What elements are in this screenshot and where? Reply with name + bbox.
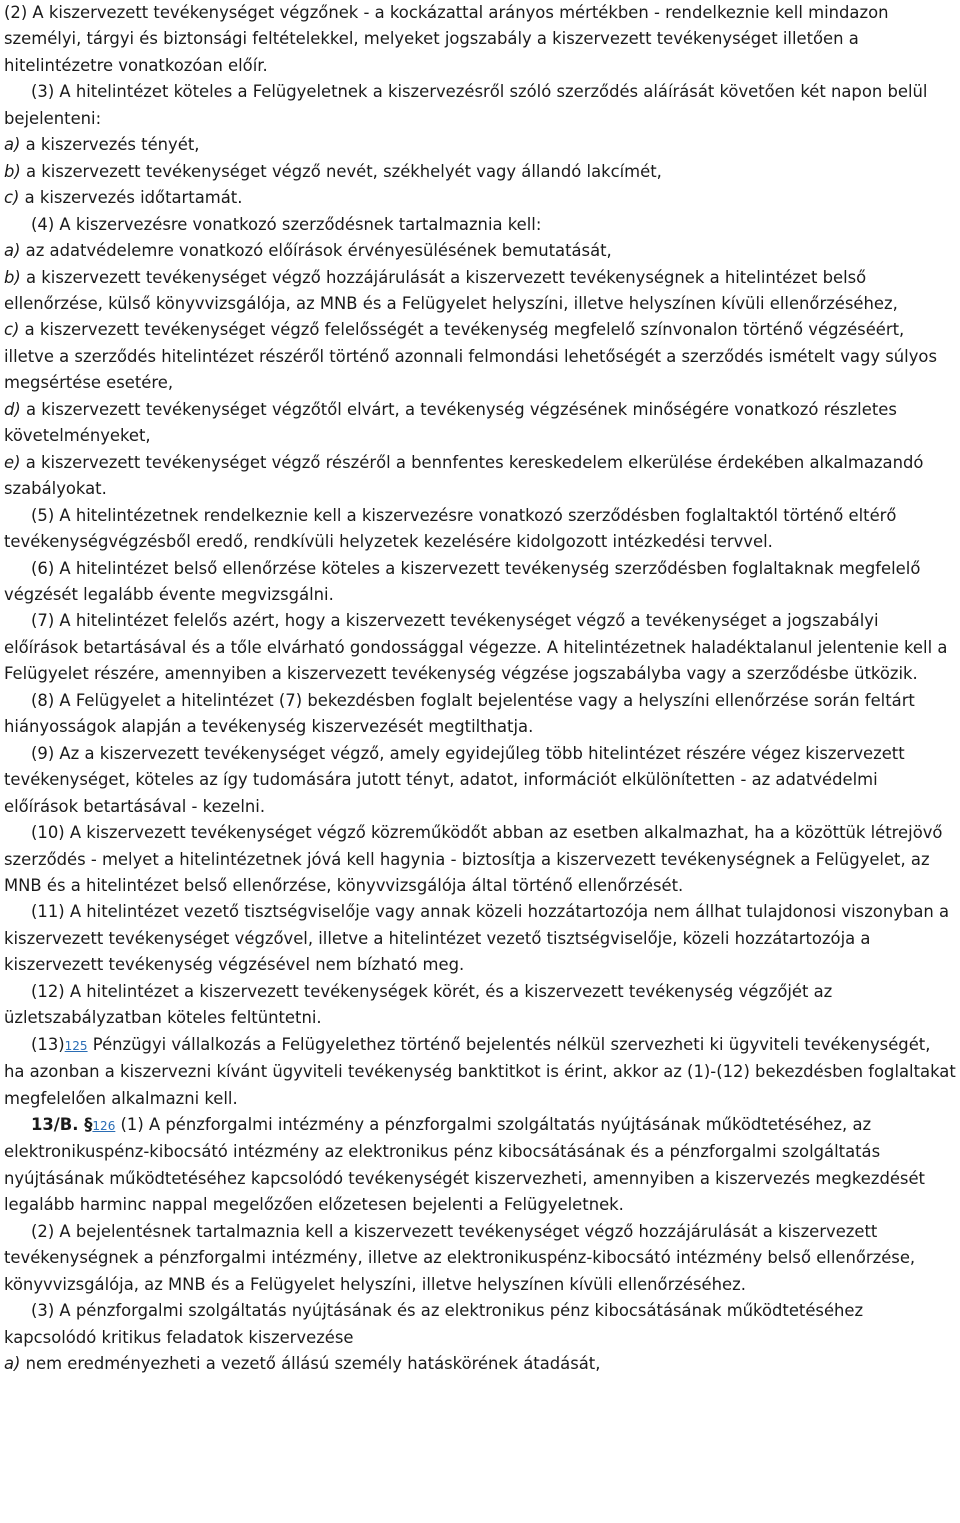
item-text: a kiszervezett tevékenységet végzőtől elvárt, a tevékenység végzésének minőségére vonatkozó részletes követelményeket, (4, 399, 897, 446)
item-text: a kiszervezett tevékenységet végző felelősségét a tevékenység megfelelő színvonalon történő végzéséért, illetve a szerződés hitelintézet részéről történő azonnali felmondási lehetőségét a szerződés ismételt vagy súlyos megsértése esetére, (4, 320, 938, 393)
item-label: b) (4, 267, 21, 287)
item-label: c) (4, 188, 20, 208)
list-item (4, 132, 956, 158)
item-text: nem eredményezheti a vezető állású személy hatáskörének átadását, (20, 1354, 601, 1374)
item-label: c) (4, 320, 20, 340)
section-text: (1) A pénzforgalmi intézmény a pénzforgalmi szolgáltatás nyújtásának működtetéséhez, az elektronikuspénz-kibocsátó intézmény az elektronikus pénz kibocsátásának és a pénzforgalmi szolgáltatás nyújtásának működtetéséhez kapcsolódó tevékenységét kiszervezheti, amennyiben a kiszervezés megkezdését legalább harminc nappal megelőzően előzetesen bejelenti a Felügyeletnek. (4, 1115, 925, 1215)
section-paragraph-2: (2) A bejelentésnek tartalmaznia kell a kiszervezett tevékenységet végző hozzájárulását a kiszervezett tevékenységnek a pénzforgalmi intézmény, illetve az elektronikuspénz-kibocsátó intézmény belső ellenőrzése, könyvvizsgálója, az MNB és a Felügyelet helyszíni, illetve helyszínen kívüli ellenőrzéséhez. (4, 1221, 916, 1294)
paragraph-8: (8) A Felügyelet a hitelintézet (7) bekezdésben foglalt bejelentése vagy a helyszíni ellenőrzése során feltárt hiányosságok alapján a tevékenység kiszervezését megtilthatja. (4, 690, 915, 737)
paragraph-text: Pénzügyi vállalkozás a Felügyelethez történő bejelentés nélkül szervezheti ki ügyviteli tevékenységét, ha azonban a kiszervezni kívánt ügyviteli tevékenység banktitkot is érint, akkor az (1)-(12) bekezdésben foglaltakat megfelelően alkalmazni kell. (4, 1034, 956, 1108)
item-label: a) (4, 1354, 21, 1374)
item-label: e) (4, 452, 21, 472)
paragraph-7: (7) A hitelintézet felelős azért, hogy a kiszervezett tevékenységet végző a tevékenységet a jogszabályi előírások betartásával és a tőle elvárható gondossággal végezze. A hitelintézetnek haladéktalanul jelentenie kell a Felügyelet részére, amennyiben a kiszervezett tevékenység végzése jogszabályba vagy a szerződésbe ütközik. (4, 611, 948, 684)
paragraph-3: (3) A hitelintézet köteles a Felügyeletnek a kiszervezésről szóló szerződés aláírását követően két napon belül bejelenteni: (4, 82, 928, 128)
paragraph-5: (5) A hitelintézetnek rendelkeznie kell a kiszervezésre vonatkozó szerződésben foglaltaktól történő eltérő tevékenységvégzésből eredő, rendkívüli helyzetek kezelésére kidolgozott intézkedési tervvel. (4, 505, 897, 552)
item-text: a kiszervezés időtartamát. (19, 188, 243, 208)
paragraph-10: (10) A kiszervezett tevékenységet végző közreműködőt abban az esetben alkalmazhat, ha a közöttük létrejövő szerződés - melyet a hitelintézetnek jóvá kell hagynia - biztosítja a kiszervezett tevékenységnek a Felügyelet, az MNB és a hitelintézet belső ellenőrzése, könyvvizsgálója által történő ellenőrzését. (4, 823, 943, 895)
list-item (4, 397, 956, 450)
item-text: a kiszervezett tevékenységet végző hozzájárulását a kiszervezett tevékenységnek a hitelintézet belső ellenőrzése, külső könyvvizsgálója, az MNB és a Felügyelet helyszíni, illetve helyszínen kívüli ellenőrzéséhez, (4, 267, 898, 313)
paragraph-number: (13) (31, 1034, 65, 1054)
section-paragraph-3: (3) A pénzforgalmi szolgáltatás nyújtásának és az elektronikus pénz kibocsátásának működtetéséhez kapcsolódó kritikus feladatok kiszervezése (4, 1301, 864, 1347)
section-heading: 13/B. § (31, 1115, 93, 1135)
paragraph-6: (6) A hitelintézet belső ellenőrzése köteles a kiszervezett tevékenység szerződésben foglaltaknak megfelelő végzését legalább évente megvizsgálni. (4, 558, 921, 604)
list-item (4, 265, 956, 318)
paragraph-9: (9) Az a kiszervezett tevékenységet végző, amely egyidejűleg több hitelintézet részére végez kiszervezett tevékenységet, köteles az így tudomására jutott tényt, adatot, információt elkülönítetten - az adatvédelmi előírások betartásával - kezelni. (4, 743, 905, 816)
item-text: az adatvédelemre vonatkozó előírások érvényesülésének bemutatását, (20, 241, 612, 261)
footnote-link-125[interactable]: 125 (64, 1038, 88, 1053)
paragraph-12: (12) A hitelintézet a kiszervezett tevékenységek körét, és a kiszervezett tevékenység végzőjét az üzletszabályzatban köteles feltüntetni. (4, 981, 833, 1028)
paragraph-4: (4) A kiszervezésre vonatkozó szerződésnek tartalmaznia kell: (31, 214, 542, 234)
list-item (4, 238, 956, 264)
section-13b (4, 1112, 956, 1219)
item-label: a) (4, 241, 21, 261)
paragraph-11: (11) A hitelintézet vezető tisztségviselője vagy annak közeli hozzátartozója nem állhat tulajdonosi viszonyban a kiszervezett tevékenységet végzővel, illetve a hitelintézet vezető tisztségviselője, közeli hozzátartozója a kiszervezett tevékenység végzésével nem bízható meg. (4, 902, 950, 975)
item-text: a kiszervezett tevékenységet végző nevét, székhelyét vagy állandó lakcímét, (20, 161, 662, 181)
list-item (4, 450, 956, 503)
footnote-link-126[interactable]: 126 (92, 1119, 116, 1134)
list-item (4, 317, 956, 396)
item-text: a kiszervezett tevékenységet végző részéről a bennfentes kereskedelem elkerülése érdekében alkalmazandó szabályokat. (4, 452, 924, 499)
list-item (4, 185, 956, 211)
paragraph-13 (4, 1032, 956, 1112)
list-item (4, 159, 956, 185)
list-item (4, 1351, 956, 1377)
item-text: a kiszervezés tényét, (20, 135, 200, 155)
item-label: d) (4, 399, 21, 419)
item-label: b) (4, 161, 21, 181)
item-label: a) (4, 135, 21, 155)
paragraph-2: (2) A kiszervezett tevékenységet végzőnek - a kockázattal arányos mértékben - rendelkeznie kell mindazon személyi, tárgyi és biztonsági feltételekkel, melyeket jogszabály a kiszervezett tevékenységet illetően a hitelintézetre vonatkozóan előír. (4, 3, 889, 75)
